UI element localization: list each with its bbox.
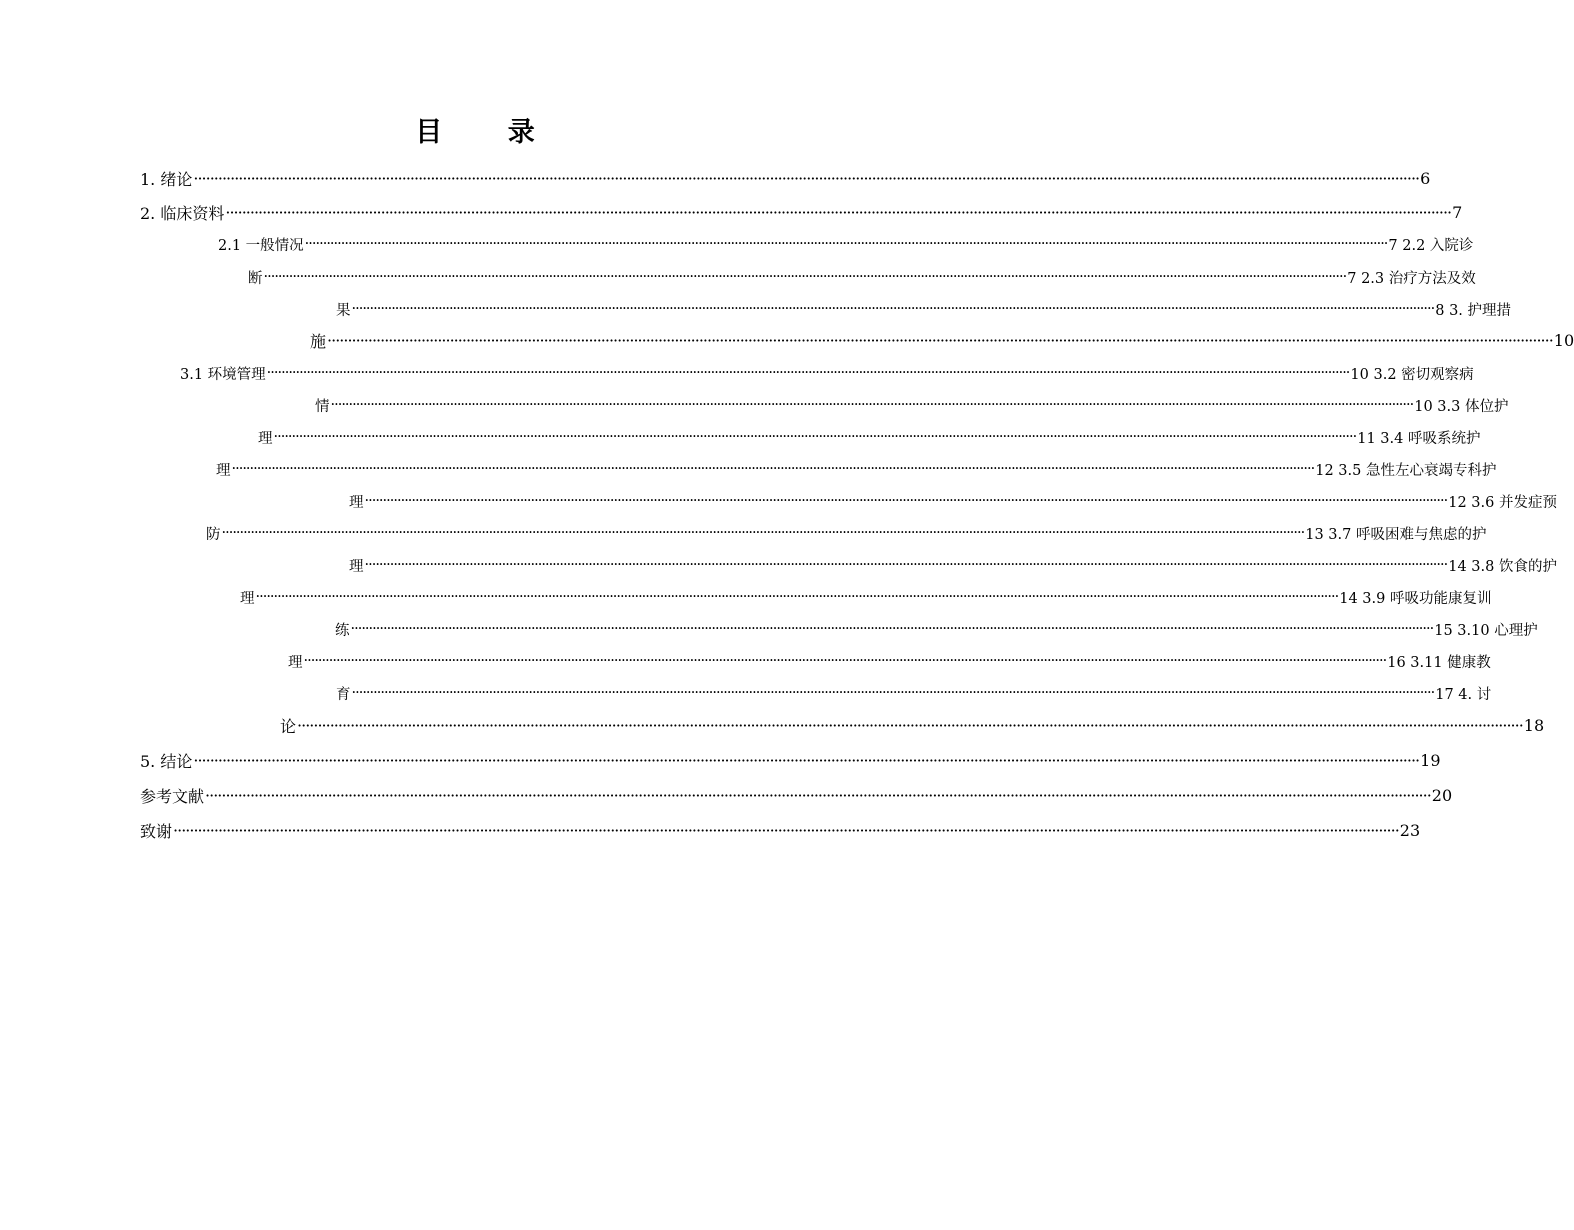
toc-entry[interactable] — [349, 490, 1557, 512]
toc-entry-page: 12 3.5 急性左心衰竭专科护 — [1315, 462, 1497, 479]
toc-entry-label: 理 — [216, 462, 231, 479]
toc-entry[interactable] — [336, 682, 1492, 704]
toc-entry[interactable] — [315, 394, 1509, 416]
toc-entry-page: 6 — [1420, 168, 1431, 188]
leader-dots: ············································································································································································································································································································ — [364, 557, 1448, 573]
toc-entry-label: 施 — [310, 331, 327, 351]
toc-entry-page: 14 3.9 呼吸功能康复训 — [1339, 590, 1492, 607]
toc-entry-label: 理 — [349, 558, 364, 575]
toc-entry-label: 果 — [336, 302, 351, 319]
toc-entry-label: 5. 结论 — [140, 751, 193, 771]
leader-dots: ············································································································································································································································································································ — [351, 301, 1435, 317]
toc-entry-label: 2. 临床资料 — [140, 203, 225, 223]
leader-dots: ············································································································································································································································································································ — [266, 365, 1350, 381]
toc-entry[interactable] — [258, 426, 1481, 448]
toc-entry-page: 17 4. 讨 — [1435, 686, 1492, 703]
leader-dots: ············································································································································································································································································································ — [330, 397, 1414, 413]
leader-dots: ············································································································································································································································································································ — [351, 685, 1435, 701]
leader-dots: ············································································································································································································································································································ — [297, 715, 1523, 735]
toc-entry-page: 19 — [1420, 750, 1441, 770]
leader-dots: ············································································································································································································································································································ — [263, 269, 1347, 285]
toc-entry-page: 7 2.2 入院诊 — [1388, 237, 1474, 254]
toc-entry-page: 15 3.10 心理护 — [1434, 622, 1538, 639]
toc-entry-label: 致谢 — [140, 821, 173, 841]
toc-entry[interactable] — [216, 458, 1497, 480]
toc-entry-page: 14 3.8 饮食的护 — [1448, 558, 1557, 575]
toc-entry-page: 12 3.6 并发症预 — [1448, 494, 1557, 511]
leader-dots: ············································································································································································································································································································ — [193, 168, 1420, 188]
leader-dots: ············································································································································································································································································································ — [225, 202, 1452, 222]
toc-entry-page: 13 3.7 呼吸困难与焦虑的护 — [1305, 526, 1487, 543]
toc-entry-page: 10 — [1553, 330, 1574, 350]
toc-entry[interactable] — [310, 328, 1574, 352]
toc-entry-label: 理 — [258, 430, 273, 447]
toc-entry[interactable] — [349, 554, 1557, 576]
toc-entry-page: 7 — [1452, 202, 1463, 222]
toc-entry-page: 11 3.4 呼吸系统护 — [1357, 430, 1481, 447]
toc-entry[interactable] — [140, 200, 1463, 224]
toc-entry-label: 育 — [336, 686, 351, 703]
leader-dots: ············································································································································································································································································································ — [231, 461, 1315, 477]
toc-entry-page: 10 3.2 密切观察病 — [1350, 366, 1474, 383]
toc-entry[interactable] — [248, 266, 1476, 288]
toc-entry-page: 10 3.3 体位护 — [1414, 398, 1509, 415]
toc-entry-label: 1. 绪论 — [140, 169, 193, 189]
toc-entry[interactable] — [336, 298, 1512, 320]
leader-dots: ············································································································································································································································································································ — [193, 750, 1420, 770]
toc-entry-label: 防 — [206, 526, 221, 543]
leader-dots: ············································································································································································································································································································ — [173, 820, 1399, 840]
toc-entry[interactable] — [218, 233, 1474, 255]
toc-entry-label: 3.1 环境管理 — [180, 366, 266, 383]
toc-entry-label: 理 — [349, 494, 364, 511]
toc-title: 目 录 — [415, 117, 563, 148]
toc-entry-label: 情 — [315, 398, 330, 415]
toc-entry-label: 论 — [280, 716, 297, 736]
toc-entry-label: 2.1 一般情况 — [218, 237, 304, 254]
toc-entry-page: 8 3. 护理措 — [1435, 302, 1512, 319]
toc-entry[interactable] — [140, 166, 1431, 190]
toc-entry-label: 理 — [288, 654, 303, 671]
leader-dots: ············································································································································································································································································································ — [350, 621, 1434, 637]
toc-entry-page: 20 — [1431, 785, 1453, 805]
toc-entry-label: 断 — [248, 270, 263, 287]
leader-dots: ············································································································································································································································································································ — [255, 589, 1339, 605]
leader-dots: ············································································································································································································································································································ — [221, 525, 1305, 541]
leader-dots: ············································································································································································································································································································ — [327, 330, 1553, 350]
toc-entry-page: 18 — [1523, 715, 1545, 735]
toc-entry-page: 23 — [1399, 820, 1421, 840]
toc-entry[interactable] — [240, 586, 1492, 608]
leader-dots: ············································································································································································································································································································ — [205, 785, 1431, 805]
toc-entry[interactable] — [335, 618, 1538, 640]
leader-dots: ············································································································································································································································································································ — [364, 493, 1448, 509]
toc-entry-label: 练 — [335, 622, 350, 639]
toc-entry[interactable] — [140, 783, 1453, 807]
toc-entry[interactable] — [140, 748, 1441, 772]
toc-entry[interactable] — [180, 362, 1474, 384]
toc-entry-page: 16 3.11 健康教 — [1387, 654, 1491, 671]
leader-dots: ············································································································································································································································································································ — [273, 429, 1357, 445]
toc-entry-page: 7 2.3 治疗方法及效 — [1347, 270, 1476, 287]
toc-entry[interactable] — [288, 650, 1491, 672]
toc-entry[interactable] — [206, 522, 1487, 544]
toc-entry-label: 理 — [240, 590, 255, 607]
toc-entry[interactable] — [280, 713, 1545, 737]
toc-entry-label: 参考文献 — [140, 786, 205, 806]
leader-dots: ············································································································································································································································································································ — [304, 236, 1388, 252]
toc-entry[interactable] — [140, 818, 1421, 842]
leader-dots: ············································································································································································································································································································ — [303, 653, 1387, 669]
